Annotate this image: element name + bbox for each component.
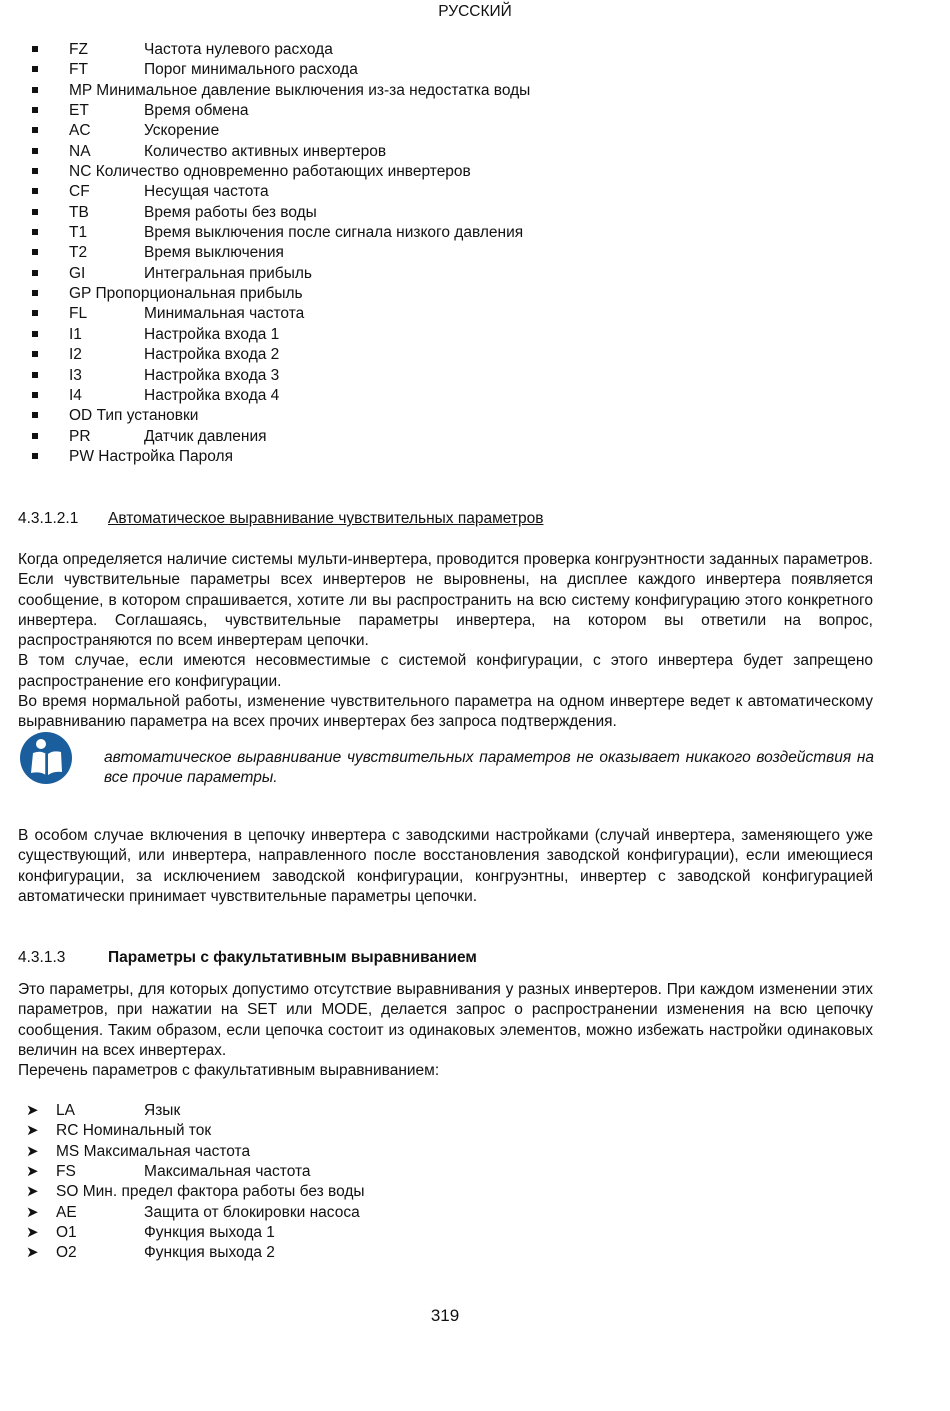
parameter-description: Защита от блокировки насоса	[144, 1203, 360, 1221]
square-bullet-icon	[32, 351, 38, 357]
parameter-description: Тип установки	[96, 407, 199, 425]
parameter-description: Пропорциональная прибыль	[95, 285, 303, 303]
parameter-description: Интегральная прибыль	[144, 264, 312, 282]
list-item	[0, 284, 950, 304]
parameter-description: Время выключения после сигнала низкого давления	[144, 224, 524, 242]
section1-extra-paragraph	[18, 826, 873, 907]
page-number: 319	[430, 1306, 460, 1325]
list-item	[0, 1121, 950, 1141]
square-bullet-icon	[32, 229, 38, 235]
parameter-code: NC	[69, 163, 92, 181]
arrow-bullet-icon: ➤	[26, 1244, 39, 1262]
parameter-description: Максимальная частота	[144, 1163, 311, 1181]
list-item	[0, 447, 950, 467]
paragraph: В том случае, если имеются несовместимые с системой конфигурации, с этого инвертера будет запрещено распространение его конфигурации.	[18, 652, 873, 690]
square-bullet-icon	[32, 372, 38, 378]
parameter-code: OD	[69, 407, 93, 425]
list-item	[0, 121, 950, 141]
parameter-code: FZ	[69, 41, 88, 58]
parameter-description: Минимальная частота	[144, 305, 305, 323]
square-bullet-icon	[32, 290, 38, 296]
square-bullet-icon	[32, 270, 38, 276]
paragraph: Когда определяется наличие системы мульти-инвертера, проводится проверка конгруэнтности заданных параметров. Если чувствительные параметры всех инвертеров не выровнены, на дисплее каждого инвертера появляется сообщение, в котором спрашивается, хотите ли вы распространить на всю систему конфигурацию этого конкретного инвертера. Соглашаясь, чувствительные параметры инвертера, на котором вы ответили на вопрос, распространяются по всем инвертерам цепочки.	[18, 551, 873, 650]
parameter-code: PR	[69, 427, 91, 445]
parameter-description: Настройка входа 2	[144, 346, 280, 364]
parameter-code: LA	[56, 1102, 75, 1119]
parameter-description: Количество активных инвертеров	[144, 142, 387, 160]
parameter-entry	[69, 406, 198, 426]
arrow-bullet-icon: ➤	[26, 1183, 39, 1201]
parameter-code: CF	[69, 183, 90, 201]
parameter-code: GI	[69, 264, 86, 282]
paragraph: Во время нормальной работы, изменение чувствительного параметра на одном инвертере ведет к автоматическому выравниванию параметра на всех прочих инвертерах без запроса подтверждения.	[18, 693, 873, 731]
section-number: 4.3.1.3	[18, 949, 66, 966]
list-item	[0, 81, 950, 101]
square-bullet-icon	[32, 453, 38, 459]
paragraph: Это параметры, для которых допустимо отсутствие выравнивания у разных инвертеров. При каждом изменении этих параметров, при нажатии на SET или MODE, делается запрос о распространении изменения на всю цепочку сообщения. Таким образом, если цепочка состоит из одинаковых элементов, можно избежать настройки одинаковых величин на всех инвертерах.	[18, 981, 873, 1059]
parameter-entry	[69, 447, 233, 467]
parameter-code: PW	[69, 447, 94, 465]
list-item	[0, 1203, 950, 1223]
parameter-code: I3	[69, 366, 82, 384]
square-bullet-icon	[32, 310, 38, 316]
parameter-code: O2	[56, 1244, 77, 1262]
square-bullet-icon	[32, 331, 38, 337]
parameter-code: RC	[56, 1122, 79, 1140]
parameter-description: Минимальное давление выключения из-за недостатка воды	[96, 81, 531, 99]
parameter-description: Порог минимального расхода	[144, 61, 358, 79]
list-item	[0, 345, 950, 365]
list-item	[0, 366, 950, 386]
parameter-code: AC	[69, 122, 91, 140]
parameter-code: T2	[69, 244, 88, 262]
parameter-code: I2	[69, 346, 82, 364]
parameter-description: Настройка входа 1	[144, 325, 280, 343]
section2-body	[18, 980, 873, 1081]
parameter-code: AE	[56, 1203, 77, 1221]
parameter-description: Функция выхода 1	[144, 1224, 275, 1242]
square-bullet-icon	[32, 148, 38, 154]
parameter-entry	[56, 1182, 365, 1202]
section-heading-4-3-1-2-1	[18, 510, 543, 528]
optional-parameters-list	[0, 1101, 950, 1264]
parameter-code: SO	[56, 1183, 79, 1201]
list-item	[0, 1101, 950, 1121]
parameter-entry	[69, 284, 303, 304]
list-item	[0, 60, 950, 80]
arrow-bullet-icon: ➤	[26, 1102, 39, 1119]
parameter-code: TB	[69, 203, 89, 221]
list-intro: Перечень параметров с факультативным выравниванием:	[18, 1062, 440, 1080]
parameter-code: ET	[69, 102, 89, 120]
parameter-description: Ускорение	[144, 122, 220, 140]
parameter-code: I4	[69, 386, 82, 404]
paragraph: В особом случае включения в цепочку инвертера с заводскими настройками (случай инвертера, заменяющего уже существующий, или инвертера, направленного после восстановления заводской конфигурации), если имеющиеся конфигурации, за исключением заводской конфигурации, конгруэнтны, инвертер с заводской конфигурацией автоматически принимает чувствительные параметры цепочки.	[18, 827, 873, 905]
section-title: Параметры с факультативным выравниванием	[108, 949, 477, 966]
parameter-code: NA	[69, 142, 91, 160]
parameter-description: Количество одновременно работающих инвертеров	[95, 163, 471, 181]
square-bullet-icon	[32, 107, 38, 113]
list-item	[0, 40, 950, 60]
section1-body	[18, 550, 873, 733]
square-bullet-icon	[32, 127, 38, 133]
section-title: Автоматическое выравнивание чувствительных параметров	[108, 510, 544, 527]
sensitive-parameters-list	[0, 40, 950, 467]
parameter-code: O1	[56, 1224, 77, 1242]
list-item	[0, 406, 950, 426]
section-number: 4.3.1.2.1	[18, 510, 79, 527]
parameter-description: Время обмена	[144, 102, 249, 120]
parameter-description: Датчик давления	[144, 427, 267, 445]
list-item	[0, 1162, 950, 1182]
list-item	[0, 203, 950, 223]
parameter-code: FT	[69, 61, 88, 79]
square-bullet-icon	[32, 412, 38, 418]
list-item	[0, 1142, 950, 1162]
list-item	[0, 264, 950, 284]
parameter-description: Максимальная частота	[83, 1142, 251, 1160]
arrow-bullet-icon: ➤	[26, 1142, 39, 1160]
square-bullet-icon	[32, 87, 38, 93]
square-bullet-icon	[32, 249, 38, 255]
parameter-code: GP	[69, 285, 92, 303]
list-item	[0, 427, 950, 447]
parameter-code: FL	[69, 305, 88, 323]
arrow-bullet-icon: ➤	[26, 1122, 39, 1140]
parameter-description: Язык	[144, 1102, 181, 1119]
square-bullet-icon	[32, 46, 38, 52]
list-item	[0, 1182, 950, 1202]
note-text: автоматическое выравнивание чувствительных параметров не оказывает никакого воздействия на все прочие параметры.	[104, 749, 874, 787]
parameter-code: I1	[69, 325, 82, 343]
list-item	[0, 243, 950, 263]
parameter-description: Настройка входа 3	[144, 366, 280, 384]
list-item	[0, 1223, 950, 1243]
square-bullet-icon	[32, 188, 38, 194]
list-item	[0, 162, 950, 182]
parameter-description: Время выключения	[144, 244, 284, 262]
manual-reading-icon	[19, 731, 73, 785]
parameter-entry	[69, 162, 471, 182]
parameter-description: Функция выхода 2	[144, 1244, 275, 1262]
list-item	[0, 386, 950, 406]
parameter-code: MS	[56, 1142, 80, 1160]
arrow-bullet-icon: ➤	[26, 1224, 39, 1242]
parameter-description: Частота нулевого расхода	[144, 41, 333, 58]
parameter-code: MP	[69, 81, 92, 99]
list-item	[0, 142, 950, 162]
square-bullet-icon	[32, 209, 38, 215]
list-item	[0, 1243, 950, 1263]
parameter-code: T1	[69, 224, 88, 242]
arrow-bullet-icon: ➤	[26, 1203, 39, 1221]
parameter-description: Мин. предел фактора работы без воды	[82, 1183, 365, 1201]
square-bullet-icon	[32, 168, 38, 174]
square-bullet-icon	[32, 392, 38, 398]
parameter-entry	[56, 1142, 250, 1162]
section-heading-4-3-1-3	[18, 949, 477, 967]
parameter-entry	[69, 81, 530, 101]
parameter-description: Время работы без воды	[144, 203, 317, 221]
list-item	[0, 325, 950, 345]
list-item	[0, 223, 950, 243]
square-bullet-icon	[32, 66, 38, 72]
page-header: РУССКИЙ	[438, 3, 512, 20]
list-item	[0, 304, 950, 324]
parameter-entry	[56, 1121, 211, 1141]
parameter-description: Настройка входа 4	[144, 386, 280, 404]
list-item	[0, 101, 950, 121]
list-item	[0, 182, 950, 202]
square-bullet-icon	[32, 433, 38, 439]
parameter-description: Номинальный ток	[82, 1122, 212, 1140]
parameter-code: FS	[56, 1163, 76, 1181]
parameter-description: Настройка Пароля	[98, 447, 233, 465]
arrow-bullet-icon: ➤	[26, 1163, 39, 1181]
parameter-description: Несущая частота	[144, 183, 269, 201]
